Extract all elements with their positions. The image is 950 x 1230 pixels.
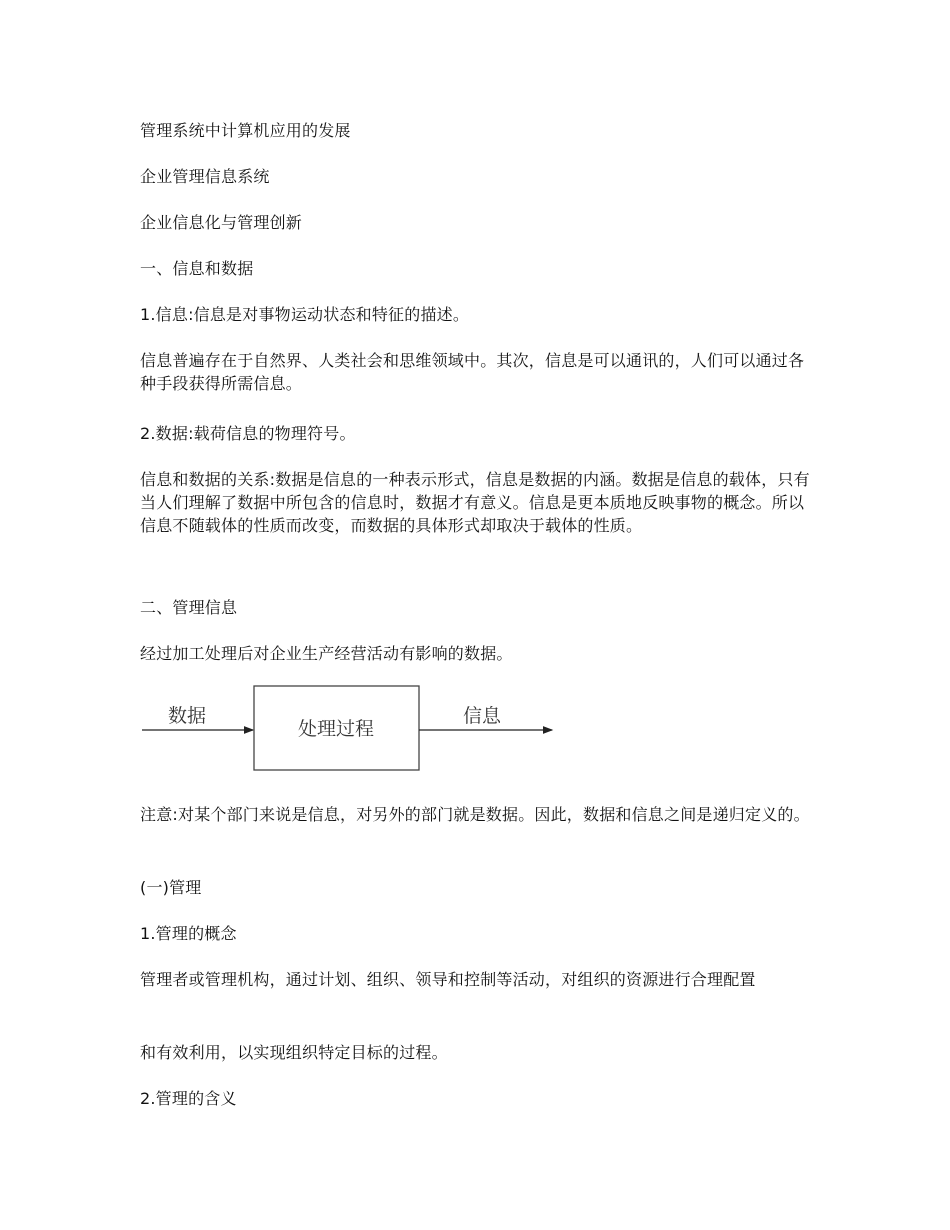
subsection-heading-management: (一)管理 xyxy=(140,878,202,897)
definition-data: 2.数据:载荷信息的物理符号。 xyxy=(140,424,356,443)
paragraph-management-definition-cont: 和有效利用，以实现组织特定目标的过程。 xyxy=(140,1043,448,1062)
input-label: 数据 xyxy=(168,705,207,727)
heading-computer-application: 管理系统中计算机应用的发展 xyxy=(140,121,351,140)
section-heading-info-data: 一、信息和数据 xyxy=(140,259,254,278)
definition-information: 1.信息:信息是对事物运动状态和特征的描述。 xyxy=(140,305,470,324)
process-label: 处理过程 xyxy=(297,718,375,740)
data-processing-diagram xyxy=(140,680,560,780)
note-recursive-definition: 注意:对某个部门来说是信息，对另外的部门就是数据。因此，数据和信息之间是递归定义的。 xyxy=(140,805,810,824)
heading-management-concept: 1.管理的概念 xyxy=(140,924,237,943)
heading-management-meaning: 2.管理的含义 xyxy=(140,1089,237,1108)
output-label: 信息 xyxy=(463,705,502,727)
section-heading-management-info: 二、管理信息 xyxy=(140,598,238,617)
heading-enterprise-mis: 企业管理信息系统 xyxy=(140,167,270,186)
paragraph-info-data-relation: 信息和数据的关系:数据是信息的一种表示形式，信息是数据的内涵。数据是信息的载体，只有当人们理解了数据中所包含的信息时，数据才有意义。信息是更本质地反映事物的概念。所以信息不随载体的性质而改变，而数据的具体形式却取决于载体的性质。 xyxy=(140,470,810,535)
paragraph-management-definition: 管理者或管理机构，通过计划、组织、领导和控制等活动，对组织的资源进行合理配置 xyxy=(140,970,756,989)
heading-informatization: 企业信息化与管理创新 xyxy=(140,213,303,232)
definition-management-info: 经过加工处理后对企业生产经营活动有影响的数据。 xyxy=(140,644,513,663)
paragraph-info-ubiquity: 信息普遍存在于自然界、人类社会和思维领域中。其次，信息是可以通讯的，人们可以通过各种手段获得所需信息。 xyxy=(140,351,805,393)
